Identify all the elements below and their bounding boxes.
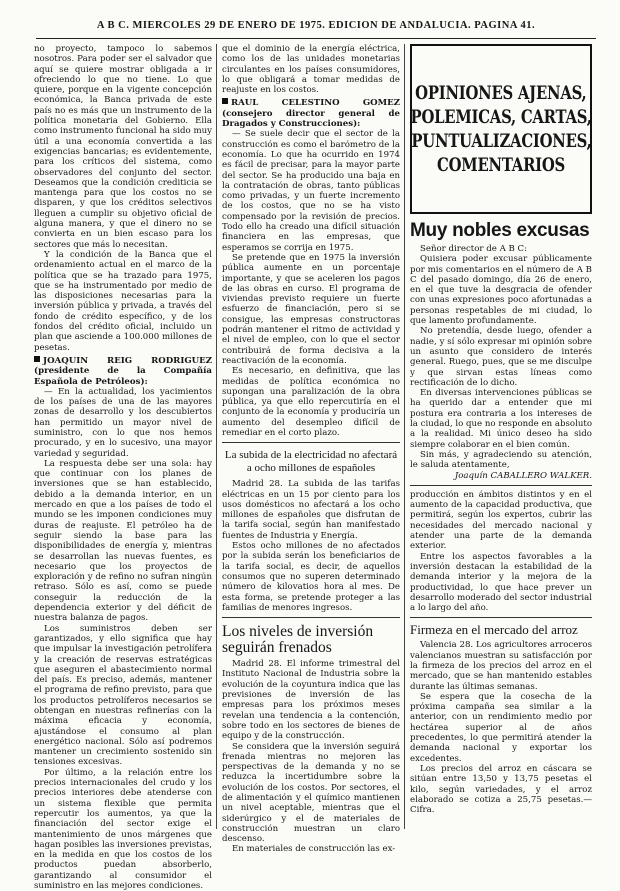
article-paragraph: Madrid 28. La subida de las tarifas eléctricas en un 15 por ciento para los usos domésticos no afectará a los ocho millones de españoles que disfrutan de la tarifa social, según han manifestado fuentes de Industria y Energía. [222,479,400,541]
article-paragraph: Valencia 28. Los agricultores arroceros valencianos muestran su satisfacción por la firmeza de los precios del arroz en el mercado, que se han mantenido estables durante las últimas semanas. [410,640,592,692]
article-paragraph: Entre los aspectos favorables a la inversión destacan la estabilidad de la demanda interior y la mejora de la productividad, lo que hace prever un desarrollo moderado del sector industrial a lo largo del año. [410,551,592,614]
section-rule [410,617,592,618]
article-paragraph: Los suministros deben ser garantizados, y ello significa que hay que impulsar la investigación petrolífera y la creación de reservas estratégicas que aseguren el abastecimiento normal del país. Es preciso, además, mantener el programa de refino previsto, para que los productos petrolíferos necesarios se obtengan en nuestras refinerías con la máxima eficacia y economía, ajustándose el consumo al plan energético nacional. Sólo así podremos mantener un crecimiento sostenido sin tensiones excesivas. [34,623,212,768]
column-1 [34,44,212,891]
interview-lead: RAUL CELESTINO GOMEZ (consejero director general de Dragados y Construcciones): [222,98,400,130]
article-paragraph: Estos ocho millones de no afectados por la subida serán los beneficiarios de la tarifa social, es decir, de aquellos consumos que no superen determinado número de kilovatios hora al mes. De esta forma, se pretende proteger a las familias de menores ingresos. [222,541,400,613]
headline-rice: Firmeza en el mercado del arroz [410,622,578,638]
article-paragraph: — En la actualidad, los yacimientos de los países de una de las mayores zonas de desarrollo y los descubiertos han permitido un mayor nivel de suministro, con lo que nos hemos procurado, y en lo sucesivo, una mayor variedad y seguridad. [34,386,212,459]
letter-paragraph: No pretendía, desde luego, ofender a nadie, y sí sólo expresar mi opinión sobre un asunto que considero de interés general. Ruego, pues, que se me disculpe y que sirvan estas líneas como rectificación de lo dicho. [410,326,592,388]
section-rule [222,617,400,618]
banner-line: PUNTUALIZACIONES, [410,130,592,152]
letter-salutation: Señor director de A B C: [420,244,528,254]
letter-paragraph: En diversas intervenciones públicas se ha querido dar a entender que mi postura era contraria a los intereses de la ciudad, lo que no responde en absoluto a la realidad. Mi único deseo ha sido siempre colaborar en el bien común. [410,388,592,450]
header-rule [36,38,596,39]
column-divider-1 [216,44,217,829]
interview-lead: JOAQUIN REIG RODRIGUEZ (presidente de la Compañía Española de Petróleos): [34,355,212,387]
article-paragraph: que el dominio de la energía eléctrica, como los de las unidades monetarias circulantes en los países consumidores, lo que obligará a tomar medidas de reajuste en los costos. [222,44,400,96]
letter-paragraph: Sin más, y agradeciendo su atención, le saluda atentamente, [410,449,592,471]
headline-investment: Los niveles de inversión seguirán frenados [222,623,374,657]
article-paragraph: Por último, a la relación entre los precios internacionales del crudo y los precios interiores debe atenderse con un sistema flexible que permita repercutir los aumentos, ya que la financiación del sector exige el mantenimiento de unos márgenes que hagan posibles las inversiones previstas, en la medida en que los costos de los productos puedan absorberlo, garantizando al consumidor el suministro en las mejores condiciones. [34,767,212,891]
square-bullet-icon [34,356,40,362]
page-header: A B C. MIERCOLES 29 DE ENERO DE 1975. EDICION DE ANDALUCIA. PAGINA 41. [96,20,536,31]
article-paragraph: Y la condición de la Banca que el ordenamiento actual en el marco de la política que se ha trazado para 1975, que se ha instrumentado por medio de las disposiciones necesarias para la inversión pública y privada, a través del fondo de crédito específico, y de los fondos del crédito oficial, incluido un plan que asciende a 100.000 millones de pesetas. [34,249,212,353]
article-paragraph: Se pretende que en 1975 la inversión pública aumente en un porcentaje importante, y que se aceleren los pagos de las obras en curso. El programa de viviendas previsto requiere un fuerte esfuerzo de financiación, pero si se consigue, las empresas constructoras podrán mantener el ritmo de actividad y el nivel de empleo, con lo que el sector contribuirá de forma decisiva a la reactivación de la economía. [222,252,400,366]
article-paragraph: Se espera que la cosecha de la próxima campaña sea similar a la anterior, con un rendimiento medio por hectárea superior al de años precedentes, lo que permitirá atender la demanda nacional y exportar los excedentes. [410,691,592,764]
headline-excuses: Muy nobles excusas [410,220,590,241]
letter-signature: Joaquín CABALLERO WALKER. [454,470,592,481]
banner-line: OPINIONES AJENAS, [415,82,587,104]
article-paragraph: Es necesario, en definitiva, que las medidas de política económica no supongan una paralización de la obra pública, ya que ello repercutiría en el conjunto de la economía y produciría un aumento del desempleo difícil de remediar en el corto plazo. [222,366,400,438]
banner-line: POLEMICAS, CARTAS, [410,106,592,128]
article-paragraph: Los precios del arroz en cáscara se sitúan entre 13,50 y 13,75 pesetas el kilo, según variedades, y el arroz elaborado se cotiza a 25,75 pesetas.—Cifra. [410,763,592,816]
article-paragraph: no proyecto, tampoco lo sabemos nosotros. Para poder ser el salvador que aquí se quiere mostrar obligada a ir ofreciendo lo que no tiene. Lo que quiere, porque en la vigente concepción económica, la Banca privada de este país no es más que un instrumento de la política monetaria del Gobierno. Ella como instrumento funcional ha sido muy útil a una economía convertida a las exigencias bancarias; es evidentemente, para los críticos del sistema, como observadores del conjunto del sector. Deseamos que la condición crediticia se mantenga para que los costos no se disparen, y que los créditos selectivos lleguen a cumplir su objetivo oficial de alguna manera, y que el dinero no se convierta en un bien escaso para los sectores que más lo necesitan. [34,44,212,250]
article-paragraph: La respuesta debe ser una sola: hay que continuar con los planes de inversiones que se han establecido, debido a la demanda interior, en un mercado en que a los países de todo el mundo se les imponen condiciones muy duras de reajuste. El petróleo ha de seguir siendo la base para las disponibilidades de energía y, mientras se desarrollan las nuevas fuentes, es necesario que los proyectos de exploración y de refino no sufran ningún retraso. Sólo es así, como se puede conseguir la reducción de la dependencia exterior y del déficit de nuestra balanza de pagos. [34,458,212,624]
section-rule [222,442,400,443]
banner-line: COMENTARIOS [437,154,565,176]
section-rule [410,485,592,486]
article-paragraph: En materiales de construcción las ex- [232,844,396,855]
article-paragraph: Se considera que la inversión seguirá frenada mientras no mejoren las perspectivas de la demanda y no se reduzca la incertidumbre sobre la evolución de los costos. Por sectores, el de alimentación y el químico mantienen un nivel aceptable, mientras que el siderúrgico y el de materiales de construcción muestran un claro descenso. [222,741,400,845]
article-paragraph: producción en ámbitos distintos y en el aumento de la capacidad productiva, que permitirá, según los expertos, cubrir las necesidades del mercado nacional y atender una parte de la demanda exterior. [410,489,592,552]
article-paragraph: — Se suele decir que el sector de la construcción es como el barómetro de la economía. Lo que ha ocurrido en 1974 es fácil de precisar, para la mayor parte del sector. Se ha producido una baja en la contratación de obras, tanto públicas como privadas, y un fuerte incremento de los costos, que no se ha visto compensado por la revisión de precios. Todo ello ha creado una difícil situación financiera en las empresas, que esperamos se corrija en 1975. [222,129,400,253]
article-paragraph: Madrid 28. El informe trimestral del Instituto Nacional de Industria sobre la evolución de la coyuntura indica que las previsiones de inversión de las empresas para los próximos meses revelan una tendencia a la contención, sobre todo en los sectores de bienes de equipo y de la construcción. [222,659,400,742]
column-2 [222,44,400,855]
square-bullet-icon [222,98,228,104]
column-3 [410,44,592,829]
opinions-section-banner [410,44,592,214]
letter-paragraph: Quisiera poder excusar públicamente por mis comentarios en el número de A B C del pasado domingo, día 26 de enero, en el que tuve la desgracia de ofender con unas expresiones poco afortunadas a personas respetables de mi ciudad, lo que lamento profundamente. [410,254,592,327]
column-divider-2 [404,44,405,829]
headline-electricity: La subida de la electricidad no afectará a ocho millones de españoles [224,449,398,475]
